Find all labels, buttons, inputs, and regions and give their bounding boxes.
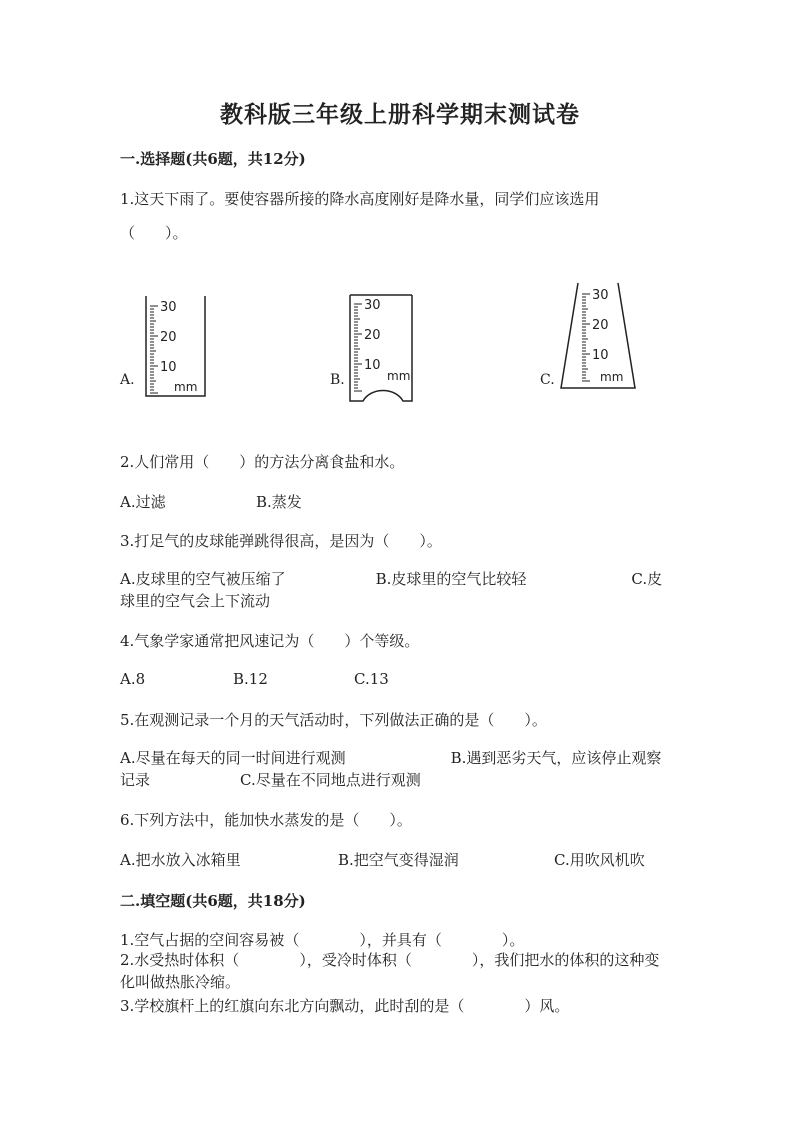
figure-b-label: B.	[330, 372, 345, 388]
option-a: A.过滤	[120, 493, 166, 511]
option-b: B.12	[233, 670, 268, 688]
fill-question-3: 3.学校旗杆上的红旗向东北方向飘动，此时刮的是（ ）风。	[120, 997, 570, 1015]
figure-c-label: C.	[540, 372, 555, 388]
option-a: A.8	[120, 670, 146, 688]
page-title: 教科版三年级上册科学期末测试卷	[220, 101, 580, 128]
question-5-stem: 5.在观测记录一个月的天气活动时，下列做法正确的是（ ）。	[120, 711, 547, 729]
option-b: B.把空气变得湿润	[338, 851, 459, 869]
figure-c-tick-20: 20	[592, 318, 609, 333]
question-5-options: A.尽量在每天的同一时间进行观测 B.遇到恶劣天气，应该停止观察记录 C.尽量在不同地点进行观测	[120, 749, 662, 789]
question-1-stem-cont: （ ）。	[120, 224, 188, 242]
rain-gauge-b-figure	[345, 290, 425, 405]
rain-gauge-a-figure	[138, 292, 213, 402]
option-c: C.13	[354, 670, 389, 688]
question-4-options	[120, 670, 668, 692]
question-1-stem: 1.这天下雨了。要使容器所接的降水高度刚好是降水量，同学们应该选用	[120, 190, 600, 208]
option-b: B.蒸发	[256, 493, 302, 511]
section-1-heading: 一.选择题(共6题，共12分)	[120, 150, 306, 168]
figure-b-tick-20: 20	[364, 328, 381, 343]
question-4-stem: 4.气象学家通常把风速记为（ ）个等级。	[120, 632, 420, 650]
figure-a-tick-30: 30	[160, 300, 177, 315]
question-3-options: A.皮球里的空气被压缩了 B.皮球里的空气比较轻 C.皮球里的空气会上下流动	[120, 570, 663, 610]
option-a: A.把水放入冰箱里	[120, 851, 241, 869]
option-c: C.用吹风机吹	[554, 851, 645, 869]
figure-c-tick-10: 10	[592, 348, 609, 363]
section-2-heading: 二.填空题(共6题，共18分)	[120, 892, 306, 910]
figure-a-unit: mm	[174, 380, 198, 394]
figure-c-tick-30: 30	[592, 288, 609, 303]
figure-a-label: A.	[120, 372, 135, 388]
question-6-options	[120, 849, 668, 871]
question-2-options	[120, 491, 668, 513]
question-6-stem: 6.下列方法中，能加快水蒸发的是（ ）。	[120, 811, 412, 829]
figure-a-tick-10: 10	[160, 360, 177, 375]
question-3-stem: 3.打足气的皮球能弹跳得很高，是因为（ ）。	[120, 532, 442, 550]
rain-gauge-c-figure	[556, 278, 641, 393]
figure-c-unit: mm	[600, 370, 624, 384]
fill-question-2: 2.水受热时体积（ ），受冷时体积（ ），我们把水的体积的这种变化叫做热胀冷缩。	[120, 951, 660, 991]
figure-a-tick-20: 20	[160, 330, 177, 345]
figure-b-tick-30: 30	[364, 298, 381, 313]
figure-b-tick-10: 10	[364, 358, 381, 373]
fill-question-1: 1.空气占据的空间容易被（ ），并具有（ ）。	[120, 931, 525, 949]
figure-b-unit: mm	[387, 369, 411, 383]
question-2-stem: 2.人们常用（ ）的方法分离食盐和水。	[120, 453, 405, 471]
